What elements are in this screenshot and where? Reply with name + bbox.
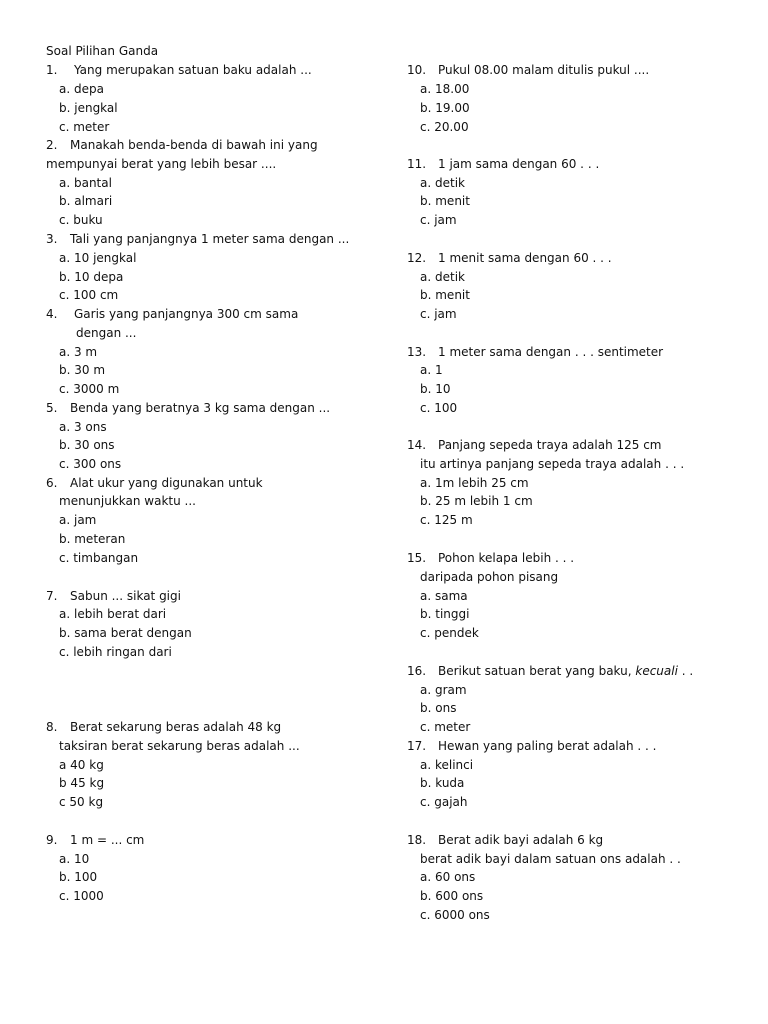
- option-b: b. menit: [420, 194, 470, 208]
- option-a: a. 10: [59, 852, 90, 866]
- question-number: 16.: [407, 664, 427, 678]
- question-text: [438, 662, 693, 680]
- option-c: c. pendek: [420, 626, 479, 640]
- question-text: 1 m = ... cm: [70, 833, 145, 847]
- question-text: Yang merupakan satuan baku adalah ...: [74, 63, 312, 77]
- option-a: a. depa: [59, 82, 104, 96]
- option-c: c. lebih ringan dari: [59, 645, 172, 659]
- option-b: b. almari: [59, 194, 113, 208]
- option-a: a. 1m lebih 25 cm: [420, 476, 529, 490]
- option-a: a. 1: [420, 363, 443, 377]
- option-c: c. 3000 m: [59, 382, 120, 396]
- option-b: b. menit: [420, 288, 470, 302]
- option-b: b. 30 m: [59, 363, 106, 377]
- question-number: 4.: [46, 307, 58, 321]
- option-b: b. 30 ons: [59, 438, 115, 452]
- option-c: c. jam: [420, 213, 457, 227]
- option-c: c. meter: [59, 120, 110, 134]
- option-c: c 50 kg: [59, 795, 104, 809]
- option-b: b 45 kg: [59, 776, 105, 790]
- option-a: a. detik: [420, 176, 465, 190]
- option-b: b. 19.00: [420, 101, 470, 115]
- option-c: c. buku: [59, 213, 103, 227]
- question-number: 13.: [407, 345, 427, 359]
- question-text: Alat ukur yang digunakan untuk: [70, 476, 263, 490]
- option-c: c. 125 m: [420, 513, 473, 527]
- question-text-continued: berat adik bayi dalam satuan ons adalah . .: [420, 852, 681, 866]
- option-c: c. jam: [420, 307, 457, 321]
- question-text: Hewan yang paling berat adalah . . .: [438, 739, 657, 753]
- option-a: a. 10 jengkal: [59, 251, 137, 265]
- question-number: 2.: [46, 138, 58, 152]
- question-number: 3.: [46, 232, 58, 246]
- option-a: a. 3 m: [59, 345, 98, 359]
- option-b: b. kuda: [420, 776, 465, 790]
- option-b: b. ons: [420, 701, 457, 715]
- option-a: a. 3 ons: [59, 420, 107, 434]
- option-a: a. lebih berat dari: [59, 607, 167, 621]
- question-text: Pohon kelapa lebih . . .: [438, 551, 575, 565]
- question-number: 18.: [407, 833, 427, 847]
- option-b: b. 25 m lebih 1 cm: [420, 494, 533, 508]
- worksheet-title: Soal Pilihan Ganda: [46, 44, 159, 58]
- option-c: c. 100: [420, 401, 458, 415]
- question-text-continued: menunjukkan waktu ...: [59, 494, 196, 508]
- option-b: b. 10 depa: [59, 270, 124, 284]
- option-a: a. 18.00: [420, 82, 470, 96]
- question-number: 12.: [407, 251, 427, 265]
- option-b: b. jengkal: [59, 101, 118, 115]
- option-a: a 40 kg: [59, 758, 104, 772]
- option-c: c. timbangan: [59, 551, 139, 565]
- option-a: a. bantal: [59, 176, 112, 190]
- question-number: 7.: [46, 589, 58, 603]
- question-text: Tali yang panjangnya 1 meter sama dengan ...: [70, 232, 350, 246]
- question-number: 10.: [407, 63, 427, 77]
- option-b: b. meteran: [59, 532, 126, 546]
- question-number: 11.: [407, 157, 427, 171]
- question-text-continued: mempunyai berat yang lebih besar ....: [46, 157, 277, 171]
- question-text: Manakah benda-benda di bawah ini yang: [70, 138, 318, 152]
- option-c: c. gajah: [420, 795, 468, 809]
- option-b: b. 100: [59, 870, 98, 884]
- option-b: b. tinggi: [420, 607, 470, 621]
- question-number: 9.: [46, 833, 58, 847]
- option-c: c. 100 cm: [59, 288, 119, 302]
- question-text-tail: . .: [677, 664, 694, 678]
- option-c: c. 6000 ons: [420, 908, 490, 922]
- option-c: c. 300 ons: [59, 457, 122, 471]
- option-b: b. sama berat dengan: [59, 626, 192, 640]
- option-c: c. 1000: [59, 889, 104, 903]
- question-text-main: Berikut satuan berat yang baku,: [438, 664, 636, 678]
- question-number: 6.: [46, 476, 58, 490]
- option-c: c. meter: [420, 720, 471, 734]
- question-text-continued: taksiran berat sekarung beras adalah ...: [59, 739, 300, 753]
- question-text: 1 meter sama dengan . . . sentimeter: [438, 345, 664, 359]
- question-text: Panjang sepeda traya adalah 125 cm: [438, 438, 662, 452]
- question-text: Berat adik bayi adalah 6 kg: [438, 833, 604, 847]
- question-text-continued: itu artinya panjang sepeda traya adalah . . .: [420, 457, 685, 471]
- question-text: Benda yang beratnya 3 kg sama dengan ...: [70, 401, 331, 415]
- question-text: Berat sekarung beras adalah 48 kg: [70, 720, 282, 734]
- question-text: 1 menit sama dengan 60 . . .: [438, 251, 612, 265]
- question-text-continued: daripada pohon pisang: [420, 570, 559, 584]
- option-a: a. jam: [59, 513, 97, 527]
- question-text: Sabun ... sikat gigi: [70, 589, 181, 603]
- question-number: 8.: [46, 720, 58, 734]
- option-a: a. detik: [420, 270, 465, 284]
- option-b: b. 10: [420, 382, 451, 396]
- option-a: a. gram: [420, 683, 467, 697]
- question-text: 1 jam sama dengan 60 . . .: [438, 157, 600, 171]
- option-a: a. sama: [420, 589, 468, 603]
- question-number: 14.: [407, 438, 427, 452]
- option-c: c. 20.00: [420, 120, 469, 134]
- question-text-italic: kecuali: [635, 664, 678, 678]
- question-text: Pukul 08.00 malam ditulis pukul ....: [438, 63, 650, 77]
- question-number: 15.: [407, 551, 427, 565]
- option-b: b. 600 ons: [420, 889, 484, 903]
- question-number: 5.: [46, 401, 58, 415]
- question-number: 1.: [46, 63, 58, 77]
- option-a: a. 60 ons: [420, 870, 476, 884]
- question-number: 17.: [407, 739, 427, 753]
- option-a: a. kelinci: [420, 758, 474, 772]
- question-text-continued: dengan ...: [76, 326, 137, 340]
- question-text: Garis yang panjangnya 300 cm sama: [74, 307, 299, 321]
